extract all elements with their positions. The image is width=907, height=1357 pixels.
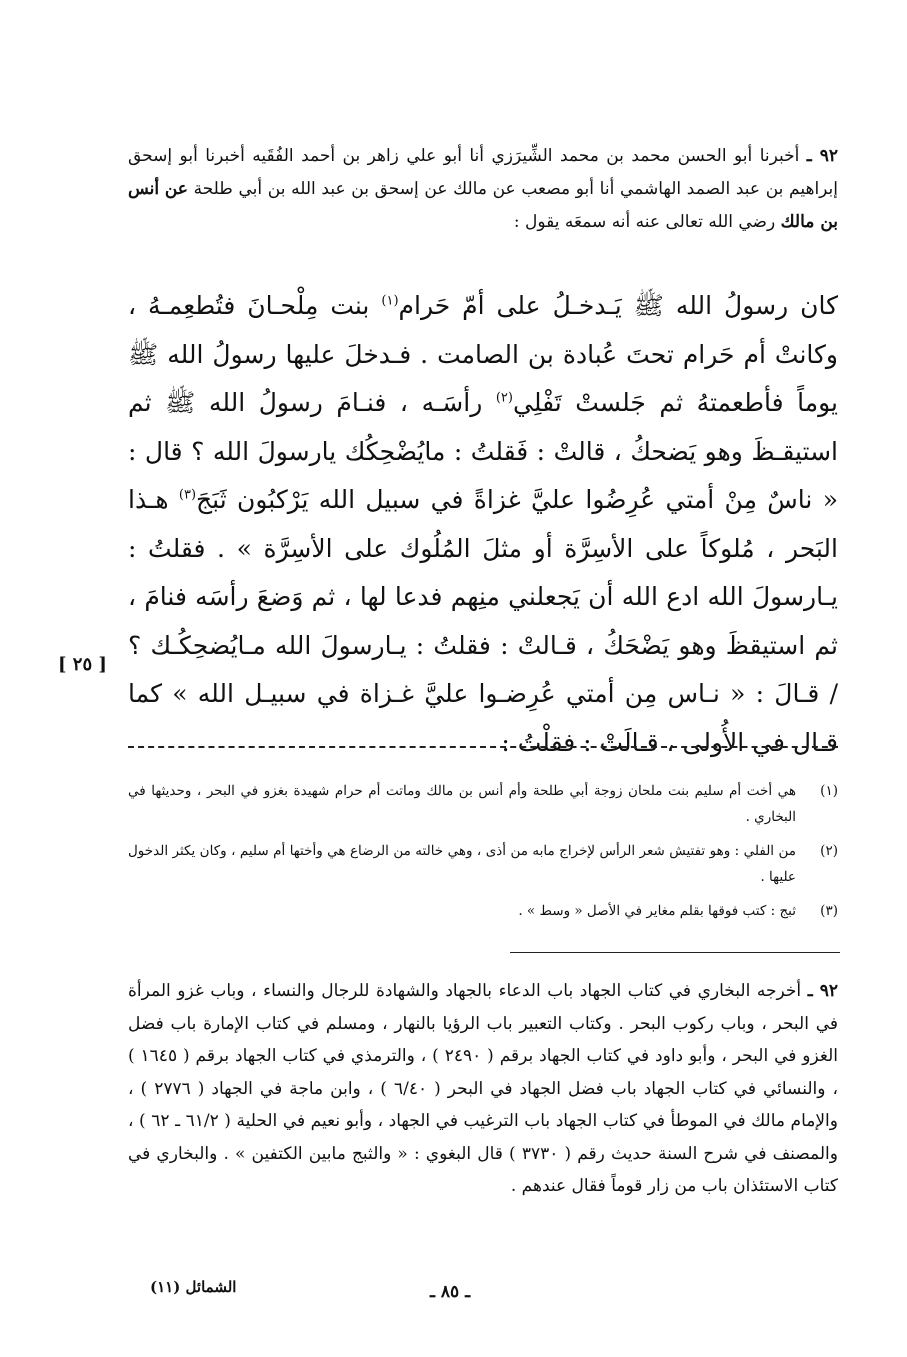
footnote-mark-2: (٢): [495, 390, 513, 406]
footnote-item: [128, 898, 838, 924]
hadith-number: ٩٢ ـ: [806, 146, 838, 166]
footnote-text: من الفلي : وهو تفتيش شعر الرأس لإخراج مابه من أذى ، وهي خالته من الرضاع هي وأختها أم سليم ، وكان يكثر الدخول عليها .: [128, 843, 796, 885]
footnote-number: (١): [820, 783, 838, 799]
footnote-text: ثبج : كتب فوقها بقلم مغاير في الأصل « وسط » .: [518, 903, 796, 919]
footnote-number: (٣): [820, 903, 838, 919]
matn-text-4: هـذا البَحر ، مُلوكاً على الأسِرَّة أو مثلَ المُلُوك على الأسِرَّة » . فقلتُ : يـارسولَ الله ادع الله أن يَجعلني منِهم فدعا لها ، ثم وَضعَ رأسَه فنامَ ، ثم استيقظَ وهو يَضْحَكُ ، قـالتْ : فقلتُ : يـارسولَ الله مـايُضحِكُـك ؟ / قـالَ : « نـاس مِن أمتي عُرِضـوا عليَّ غـزاة في سبيـل الله » كما قـال في الأُولى ، قـالَتْ : فقلْتُ :: [128, 485, 838, 757]
hadith-isnad: [128, 140, 838, 239]
margin-manuscript-ref: [ ٢٥ ]: [58, 654, 107, 675]
takhrij-divider: [510, 952, 840, 953]
isnad-an: عن: [164, 179, 188, 199]
page-number: ـ ٨٥ ـ: [430, 1282, 471, 1302]
hadith-matn: [128, 282, 838, 767]
matn-text-3: رأسَـه ، فنـامَ رسولُ الله ﷺ ثم استيقـظَ وهو يَضحكُ ، قالتْ : فَقلتُ : مايُضْحِكُك يارسولَ الله ؟ قال : « ناسٌ مِنْ أمتي عُرِضُوا عليَّ غزاةً في سبيل الله يَرْكبُون ثَبَجَ: [128, 388, 838, 514]
isnad-narrator: أنس بن مالك: [128, 179, 838, 232]
footnote-item: [128, 838, 838, 890]
takhrij-number: ٩٢ ـ: [807, 981, 839, 1001]
isnad-text-2: رضي الله تعالى عنه أنه سمعَه يقول :: [513, 212, 776, 232]
footnote-number: (٢): [820, 843, 838, 859]
takhrij-section: [128, 975, 838, 1203]
footnote-item: [128, 778, 838, 830]
footer-book-title: الشمائل (١١): [150, 1278, 237, 1296]
footnote-divider: [128, 746, 838, 748]
takhrij-text: أخرجه البخاري في كتاب الجهاد باب الدعاء بالجهاد والشهادة للرجال والنساء ، وباب غزو المرأة في البحر ، وباب ركوب البحر . وكتاب التعبير باب الرؤيا بالنهار ، ومسلم في كتاب الإمارة باب فضل الغزو في البحر ، وأبو داود في كتاب الجهاد برقم ( ٢٤٩٠ ) ، والترمذي في كتاب الجهاد برقم ( ١٦٤٥ ) ، والنسائي في كتاب الجهاد باب فضل الجهاد في البحر ( ٦/٤٠ ) ، وابن ماجة في الجهاد ( ٢٧٧٦ ) ، والإمام مالك في الموطأ في كتاب الجهاد باب الترغيب في الجهاد ، وأبو نعيم في الحلية ( ٦١/٢ ـ ٦٢ ) ، والمصنف في شرح السنة حديث رقم ( ٣٧٣٠ ) قال البغوي : « والثبج مابين الكتفين » . والبخاري في كتاب الاستئذان باب من زار قوماً فقال عندهم .: [128, 981, 838, 1196]
footnote-mark-3: (٣): [178, 487, 197, 503]
footnote-mark-1: (١): [381, 293, 399, 309]
matn-text-1: كان رسولُ الله ﷺ يَـدخـلُ على أمّ حَرام: [398, 291, 838, 320]
footnotes: [128, 778, 838, 932]
footnote-text: هي أخت أم سليم بنت ملحان زوجة أبي طلحة وأم أنس بن مالك وماتت أم حرام شهيدة بغزو في البحر ، وحديثها في البخاري .: [128, 783, 796, 825]
matn-text-2: بنت مِلْحـانَ فتُطعِمـهُ ، وكانتْ أم حَرام تحتَ عُبادة بن الصامت . فـدخلَ عليها رسولُ الله ﷺ يوماً فأطعمتهُ ثم جَلستْ تَفْلِي: [128, 291, 838, 417]
isnad-text-1: أخبرنا أبو الحسن محمد بن محمد الشِّيرَزي أنا أبو علي زاهر بن أحمد الفُقَيه أخبرنا أبو إسحق إبراهيم بن عبد الصمد الهاشمي أنا أبو مصعب عن مالك عن إسحق بن عبد الله بن أبي طلحة: [128, 146, 839, 199]
